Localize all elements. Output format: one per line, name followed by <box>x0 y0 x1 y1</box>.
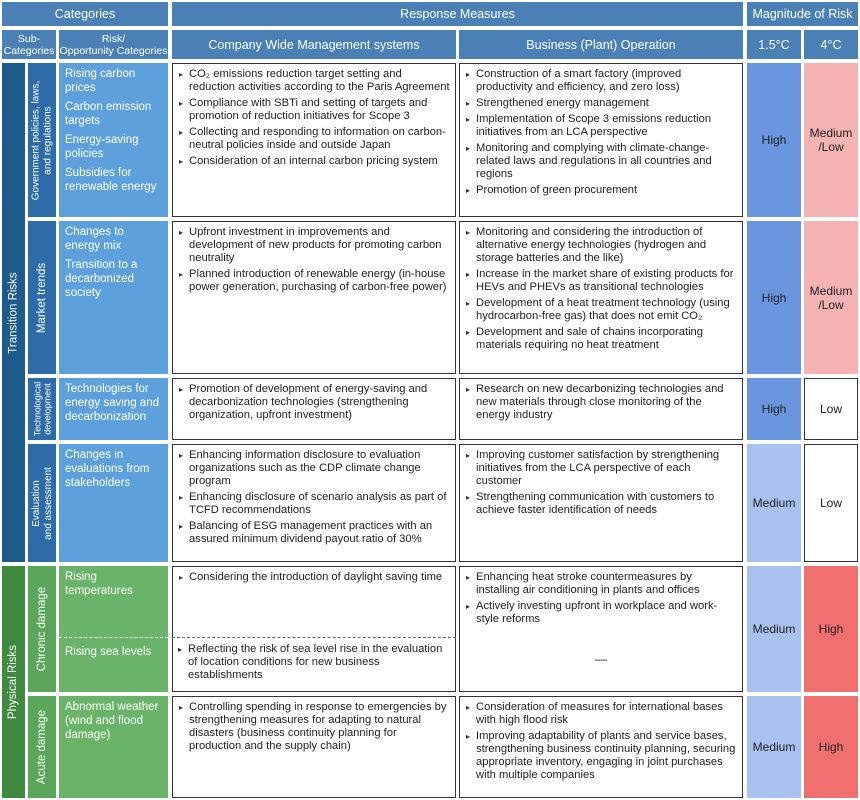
risk-technology <box>59 378 168 440</box>
risk-item-rising-temperatures: Rising temperatures <box>65 571 133 597</box>
header-categories <box>2 2 168 26</box>
measure-item: ▸ Strengthened energy management <box>466 97 737 110</box>
subcat-chronic-label: Chronic damage <box>36 586 49 672</box>
measure-item: ▸ Consideration of an internal carbon pricing system <box>179 155 450 168</box>
measure-item: ▸ Monitoring and complying with climate-change-related laws and regulations in all countries and regions <box>466 142 737 181</box>
measure-item: ▸ Improving adaptability of plants and service bases, strengthening business continuity planning, securing appropriate inventory, engaging in joint purchases with multiple companies <box>466 730 737 782</box>
risk-evaluation <box>59 444 168 562</box>
measure-item: ▸ Compliance with SBTi and setting of targets and promotion of reduction initiatives for Scope 3 <box>179 97 450 123</box>
group-physical-risks <box>2 566 25 798</box>
risk-item: Subsidies for renewable energy <box>65 167 157 193</box>
bullet-icon: ▸ <box>178 645 183 654</box>
header-business-operation <box>459 30 743 59</box>
magnitude-4-policy: Medium /Low <box>804 63 858 217</box>
risk-acute <box>59 696 168 798</box>
measure-item: ▸ Improving customer satisfaction by strengthening initiatives from the LCA perspective of each customer <box>466 449 737 488</box>
header-response-measures <box>172 2 743 26</box>
risk-item: Rising carbon prices <box>65 68 136 94</box>
magnitude-1-5-technology: High <box>747 378 801 440</box>
measure-item: ▸ Development of a heat treatment technology (using hydrocarbon-free gas) that does not emit CO₂ <box>466 297 737 323</box>
measure-item <box>178 643 454 682</box>
risk-market <box>59 221 168 374</box>
risk-item: Transition to a decarbonized society <box>65 259 138 299</box>
magnitude-1-5-market: High <box>747 221 801 374</box>
header-scenario-4-text: 4°C <box>820 37 842 52</box>
risk-chronic-sea <box>59 641 168 663</box>
measure-item: ▸ Research on new decarbonizing technologies and new materials through close monitoring of the energy industry <box>466 383 737 422</box>
measure-item: ▸ Strengthening communication with customers to achieve faster identification of needs <box>466 491 737 517</box>
risk-item: Changes in evaluations from stakeholders <box>65 449 150 489</box>
measure-text: Reflecting the risk of sea level rise in the evaluation of location conditions for new business establishments <box>188 643 443 681</box>
subcat-technology <box>28 378 56 440</box>
subcat-chronic <box>28 566 56 692</box>
measure-item: ▸ Construction of a smart factory (improved productivity and efficiency, and zero loss) <box>466 68 737 94</box>
company-measures-acute <box>172 696 456 798</box>
measure-item: ▸ CO₂ emissions reduction target setting and reduction activities according to the Paris Agreement <box>179 68 450 94</box>
subcat-acute-label: Acute damage <box>36 709 49 785</box>
measure-item: ▸ Promotion of development of energy-saving and decarbonization technologies (strengthening organization, upfront investment) <box>179 383 450 422</box>
magnitude-4-technology: Low <box>804 378 858 440</box>
measure-item: ▸ Actively investing upfront in workplace and work-style reforms <box>466 600 737 626</box>
magnitude-1-5-evaluation: Medium <box>747 444 801 562</box>
subcat-evaluation <box>28 444 56 562</box>
company-measures-evaluation <box>172 444 456 562</box>
group-transition-label: Transition Risks <box>7 271 20 354</box>
header-business-operation-text: Business (Plant) Operation <box>526 37 676 52</box>
header-categories-text: Categories <box>54 7 116 21</box>
business-measures-chronic-sea: — <box>595 652 607 666</box>
header-scenario-1-5-text: 1.5°C <box>758 37 790 52</box>
measure-item: ▸ Upfront investment in improvements and development of new products for promoting carbon neutrality <box>179 226 450 265</box>
divider-chronic <box>59 637 168 638</box>
business-measures-chronic <box>459 566 743 692</box>
business-measures-evaluation <box>459 444 743 562</box>
measure-item: ▸ Promotion of green procurement <box>466 184 737 197</box>
subcat-policy-label: Government policies, laws, and regulations <box>30 80 53 200</box>
measure-item: ▸ Increase in the market share of existing products for HEVs and PHEVs as transitional technologies <box>466 268 737 294</box>
risk-item: Energy-saving policies <box>65 134 139 160</box>
business-measures-market <box>459 221 743 374</box>
subcat-technology-label: Technological development <box>32 381 53 437</box>
company-measures-technology <box>172 378 456 440</box>
business-measures-acute <box>459 696 743 798</box>
header-response-measures-text: Response Measures <box>400 7 515 21</box>
magnitude-4-acute: High <box>804 696 858 798</box>
risk-item: Carbon emission targets <box>65 101 152 127</box>
magnitude-4-chronic: High <box>804 566 858 692</box>
header-scenario-4 <box>804 30 858 59</box>
divider-chronic-company <box>172 637 456 638</box>
measure-item: ▸ Implementation of Scope 3 emissions reduction initiatives from an LCA perspective <box>466 113 737 139</box>
measure-item: ▸ Consideration of measures for international bases with high flood risk <box>466 701 737 727</box>
group-physical-label: Physical Risks <box>7 644 20 720</box>
header-scenario-1-5 <box>747 30 801 59</box>
header-magnitude-text: Magnitude of Risk <box>752 7 853 21</box>
magnitude-4-evaluation: Low <box>804 444 858 562</box>
subcat-policy <box>28 63 56 217</box>
measure-item: ▸ Enhancing disclosure of scenario analysis as part of TCFD recommendations <box>179 491 450 517</box>
subcat-acute <box>28 696 56 798</box>
risk-item-rising-sea-levels: Rising sea levels <box>65 646 152 658</box>
company-measures-policy <box>172 63 456 217</box>
risk-chronic <box>59 566 168 692</box>
business-measures-policy <box>459 63 743 217</box>
subcat-market-label: Market trends <box>36 262 48 333</box>
magnitude-1-5-policy: High <box>747 63 801 217</box>
header-magnitude <box>747 2 858 26</box>
magnitude-1-5-acute: Medium <box>747 696 801 798</box>
subcat-evaluation-label: Evaluation and assessment <box>30 466 54 540</box>
subcat-market <box>28 221 56 374</box>
measure-item: ▸ Enhancing heat stroke countermeasures by installing air conditioning in plants and offices <box>466 571 737 597</box>
risk-item: Abnormal weather (wind and flood damage) <box>65 701 159 741</box>
measure-item: ▸ Balancing of ESG management practices with an assured minimum dividend payout ratio of 30% <box>179 520 450 546</box>
risk-item: Technologies for energy saving and decarbonization <box>65 383 159 423</box>
measure-item: ▸ Monitoring and considering the introduction of alternative energy technologies (hydrogen and storage batteries and the like) <box>466 226 737 265</box>
header-sub-categories: Sub- Categories <box>2 30 56 59</box>
magnitude-4-market: Medium /Low <box>804 221 858 374</box>
measure-item: ▸ Collecting and responding to information on carbon-neutral policies inside and outside Japan <box>179 126 450 152</box>
header-risk-opportunity: Risk/ Opportunity Categories <box>59 30 168 59</box>
company-measures-market <box>172 221 456 374</box>
risk-policy <box>59 63 168 217</box>
magnitude-1-5-chronic: Medium <box>747 566 801 692</box>
header-company-wide <box>172 30 456 59</box>
measure-item: ▸ Development and sale of chains incorporating materials requiring no heat treatment <box>466 326 737 352</box>
measure-item: ▸ Considering the introduction of daylight saving time <box>179 571 450 584</box>
risk-item: Changes to energy mix <box>65 226 124 252</box>
group-transition-risks <box>2 63 25 562</box>
measure-item: ▸ Planned introduction of renewable energy (in-house power generation, purchasing of carbon-free power) <box>179 268 450 294</box>
company-measures-chronic-sea <box>178 643 454 682</box>
header-company-wide-text: Company Wide Management systems <box>208 37 420 52</box>
measure-item: ▸ Enhancing information disclosure to evaluation organizations such as the CDP climate change program <box>179 449 450 488</box>
business-measures-technology <box>459 378 743 440</box>
measure-item: ▸ Controlling spending in response to emergencies by strengthening measures for adapting to natural disasters (business continuity planning for production and the supply chain) <box>179 701 450 753</box>
